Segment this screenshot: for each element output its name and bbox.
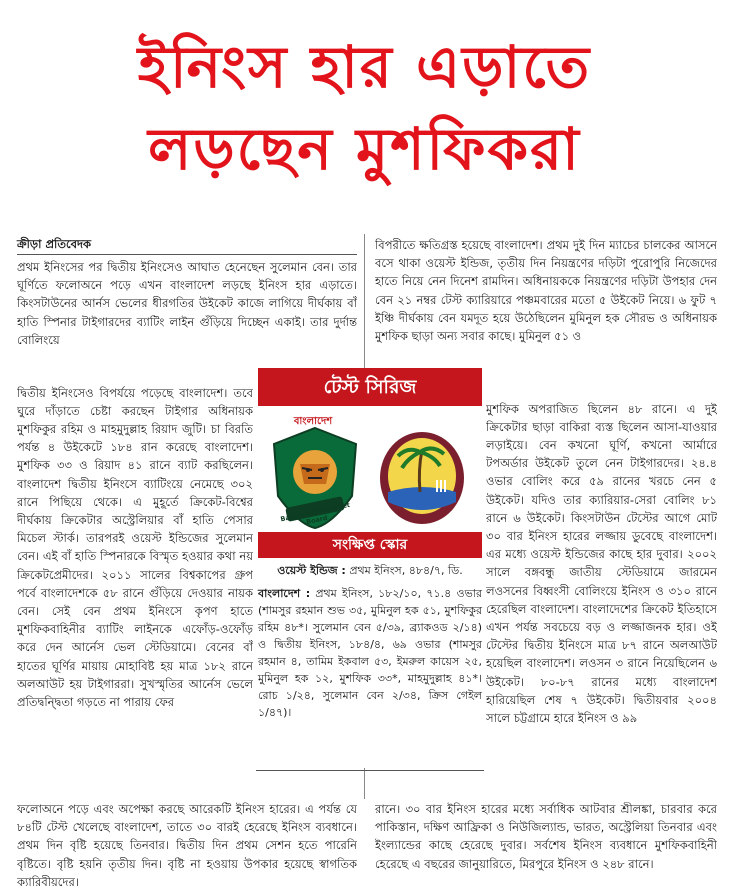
article-col2-top: বিপরীতে ক্ষতিগ্রস্ত হয়েছে বাংলাদেশ। প্রথম দুই দিন ম্যাচের চালকের আসনে বসে থাকা ওয়েস্ট ইন্ডিজ, তৃতীয় দিন নিয়ন্ত্রণের দড়িটা পুরোপুরি নিজেদের হাতে নিয়ে নেন দিনেশ রামদিন। অধিনায়ককে নিয়ন্ত্রণের দড়িটা উপহার দেন বেন ২১ নম্বর টেস্ট ক্যারিয়ারে পঞ্চমবারের মতো ৫ উইকেট নিয়ে। ৬ ফুট ৭ ইঞ্চি দীর্ঘকায় বেন যমদূত হয়ে উঠেছিলেন মুমিনুল হক সৌরভ ও অধিনায়ক মুশফিক ছাড়া অন্য সবার কাছে। মুমিনুল ৫১ ও — [375, 238, 717, 344]
ban-score: প্রথম ইনিংস, ১৮২/১০, ৭১.৪ ওভার (শামসুর রহমান শুভ ৩৫, মুমিনুল হক ৫১, মুশফিকুর রহিম ৪৮*। সুলেমান বেন ৫/৩৯, ব্র্যাকওড ২/১৪) ও দ্বিতীয় ইনিংস, ১৮৪/৪, ৬৯ ওভার (শামসুর রহমান ৪, তামিম ইকবাল ৫৩, ইমরুল কায়েস ২৫, মুমিনুল হক ১২, মুশফিক ৩৩*, মাহমুদুল্লাহ ৪১*। রোচ ১/২৪, সুলেমান বেন ২/৩৪, ক্রিস গেইল ১/৪৭)। — [258, 587, 483, 719]
wi-label: ওয়েস্ট ইন্ডিজ : — [277, 564, 346, 577]
bcb-top-text: বাংলাদেশ — [293, 416, 333, 427]
series-title: টেস্ট সিরিজ — [258, 368, 482, 406]
score-title: সংক্ষিপ্ত স্কোর — [258, 532, 482, 558]
box-bottom-rule — [256, 770, 484, 771]
headline-line-1: ইনিংস হার এড়াতে — [137, 33, 592, 101]
west-indies-logo-icon — [378, 430, 466, 526]
wi-score: প্রথম ইনিংস, ৪৮৪/৭, ডি. — [349, 564, 463, 577]
bcb-bottom-text: Bangladesh Cricket Board — [279, 500, 351, 527]
ban-label: বাংলাদেশ : — [258, 587, 311, 600]
headline-line-2: লড়ছেন মুশফিকরা — [148, 115, 581, 183]
scorecard — [258, 562, 482, 721]
byline: ক্রীড়া প্রতিবেদক — [17, 237, 92, 251]
article-col1-bottom: ফলোঅনে পড়ে এবং অপেক্ষা করছে আরেকটি ইনিংস হারের। এ পর্যন্ত যে ৮৪টি টেস্ট খেলেছে বাংলাদেশ, তাতে ৩০ বারই হেরেছে ইনিংস ব্যবধানে। প্রথম দিন বৃষ্টি হয়েছে তিনবার। দ্বিতীয় দিন প্রথম সেশন হতে পারেনি বৃষ্টিতে। বৃষ্টি হয়নি তৃতীয় দিন। বৃষ্টি না হওয়ায় উপকার হয়েছে স্বাগতিক ক্যারিবীয়দের। — [17, 802, 357, 888]
article-col2-bottom: রানে। ৩০ বার ইনিংস হারের মধ্যে সর্বাধিক আটবার শ্রীলঙ্কা, চারবার করে পাকিস্তান, দক্ষিণ আফ্রিকা ও নিউজিল্যান্ড, ভারত, অস্ট্রেলিয়া তিনবার এবং ইংল্যান্ডের কাছে হেরেছে দুবার। সর্বশেষ ইনিংস ব্যবধানে মুশফিকবাহিনী হেরেছে এ বছরের জানুয়ারিতে, মিরপুরে ইনিংস ও ২৪৮ রানে। — [375, 802, 717, 871]
article-col1-narrow: দ্বিতীয় ইনিংসেও বিপর্যয়ে পড়েছে বাংলাদেশ। তবে ঘুরে দাঁড়াতে চেষ্টা করছেন টাইগার অধিনায়ক মুশফিকুর রহিম ও মাহমুদুল্লাহ রিয়াদ জুটি। চা বিরতি পর্যন্ত ৪ উইকেটে ১৮৪ রান করেছে বাংলাদেশ। মুশফিক ৩৩ ও রিয়াদ ৪১ রানে ব্যাট করছিলেন। বাংলাদেশ দ্বিতীয় ইনিংসে ব্যাটিংয়ে নেমেছে ৩০২ রানে পিছিয়ে থেকে। এ মুহূর্তে ক্রিকেট-বিশ্বের দীর্ঘকায় ক্রিকেটার অস্ট্রেলিয়ার বাঁ হাতি পেসার মিচেল স্টার্ক। তারপরই ওয়েস্ট ইন্ডিজের সুলেমান বেন। এই বাঁ হাতি স্পিনারকে বিস্মৃত হওয়ার কথা নয় ক্রিকেটপ্রেমীদের। ২০১১ সালের বিশ্বকাপের গ্রুপ পর্বে বাংলাদেশকে ৫৮ রানে গুঁড়িয়ে দেওয়ার নায়ক বেন। সেই বেন প্রথম ইনিংসে কৃপণ হাতে মুশফিকবাহিনীর ব্যাটিং লাইনকে এফোঁড়-ওফোঁড় করে দেন আর্নেস ভেল স্টেডিয়ামে। বেনের বাঁ হাতের ঘূর্ণির মায়ায় মোহাবিষ্ট হয় মাত্র ১৮২ রানে অলআউট হয় টাইগাররা। সুখস্মৃতির আর্নেস ভেলে প্রতিদ্বন্দ্বিতা গড়তে না পারায় ফের — [17, 385, 253, 709]
byline-rule — [17, 254, 357, 255]
article-col1-top: প্রথম ইনিংসের পর দ্বিতীয় ইনিংসেও আঘাত হেনেছেন সুলেমান বেন। তার ঘূর্ণিতে ফলোঅনে পড়ে এখন বাংলাদেশ লড়ছে ইনিংস হার এড়াতে। কিংসটাউনের আর্নস ভেলের ধীরগতির উইকেট কাজে লাগিয়ে দীর্ঘকায় বাঁ হাতি স্পিনার টাইগারদের ব্যাটিং লাইন গুঁড়িয়ে দিচ্ছেন একাই। তার দুর্দান্ত বোলিংয়ে — [17, 260, 357, 347]
team-logos — [258, 410, 482, 530]
article-col2-narrow: মুশফিক অপরাজিত ছিলেন ৪৮ রানে। এ দুই ক্রিকেটার ছাড়া বাকিরা ব্যস্ত ছিলেন আসা-যাওয়ার লড়াইয়ে। বেন কখনো ঘূর্ণি, কখনো আর্মারে টপঅর্ডার উইকেট তুলে নেন টাইগারদের। ২৪.৪ ওভার বোলিং করে ৫৯ রানের খরচে নেন ৫ উইকেট। যদিও তার ক্যারিয়ার-সেরা বোলিং ৮১ রানে ৬ উইকেট। কিংসটাউন টেস্টের আগে মোট ৩০ বার ইনিংস হারের লজ্জায় ডুবেছে বাংলাদেশ। এর মধ্যে ওয়েস্ট ইন্ডিজের কাছে হার দুবার। ২০০২ সালে বঙ্গবন্ধু জাতীয় স্টেডিয়ামে জারমেন লওসনের বিধ্বংসী বোলিংয়ে ইনিংস ও ৩১০ রানে হেরেছিল বাংলাদেশ। বাংলাদেশের ক্রিকেট ইতিহাসে এখন পর্যন্ত সবচেয়ে বড় ও লজ্জাজনক হার। ওই টেস্টের দ্বিতীয় ইনিংসে মাত্র ৮৭ রানে অলআউট হয়েছিল বাংলাদেশ। লওসন ৩ রানে নিয়েছিলেন ৬ উইকেট। ৮০-৮৭ রানের মধ্যে বাংলাদেশ হারিয়েছিল শেষ ৭ উইকেট। দ্বিতীয়বার ২০০৪ সালে চট্টগ্রামে হারে ইনিংস ও ৯৯ — [486, 401, 717, 725]
